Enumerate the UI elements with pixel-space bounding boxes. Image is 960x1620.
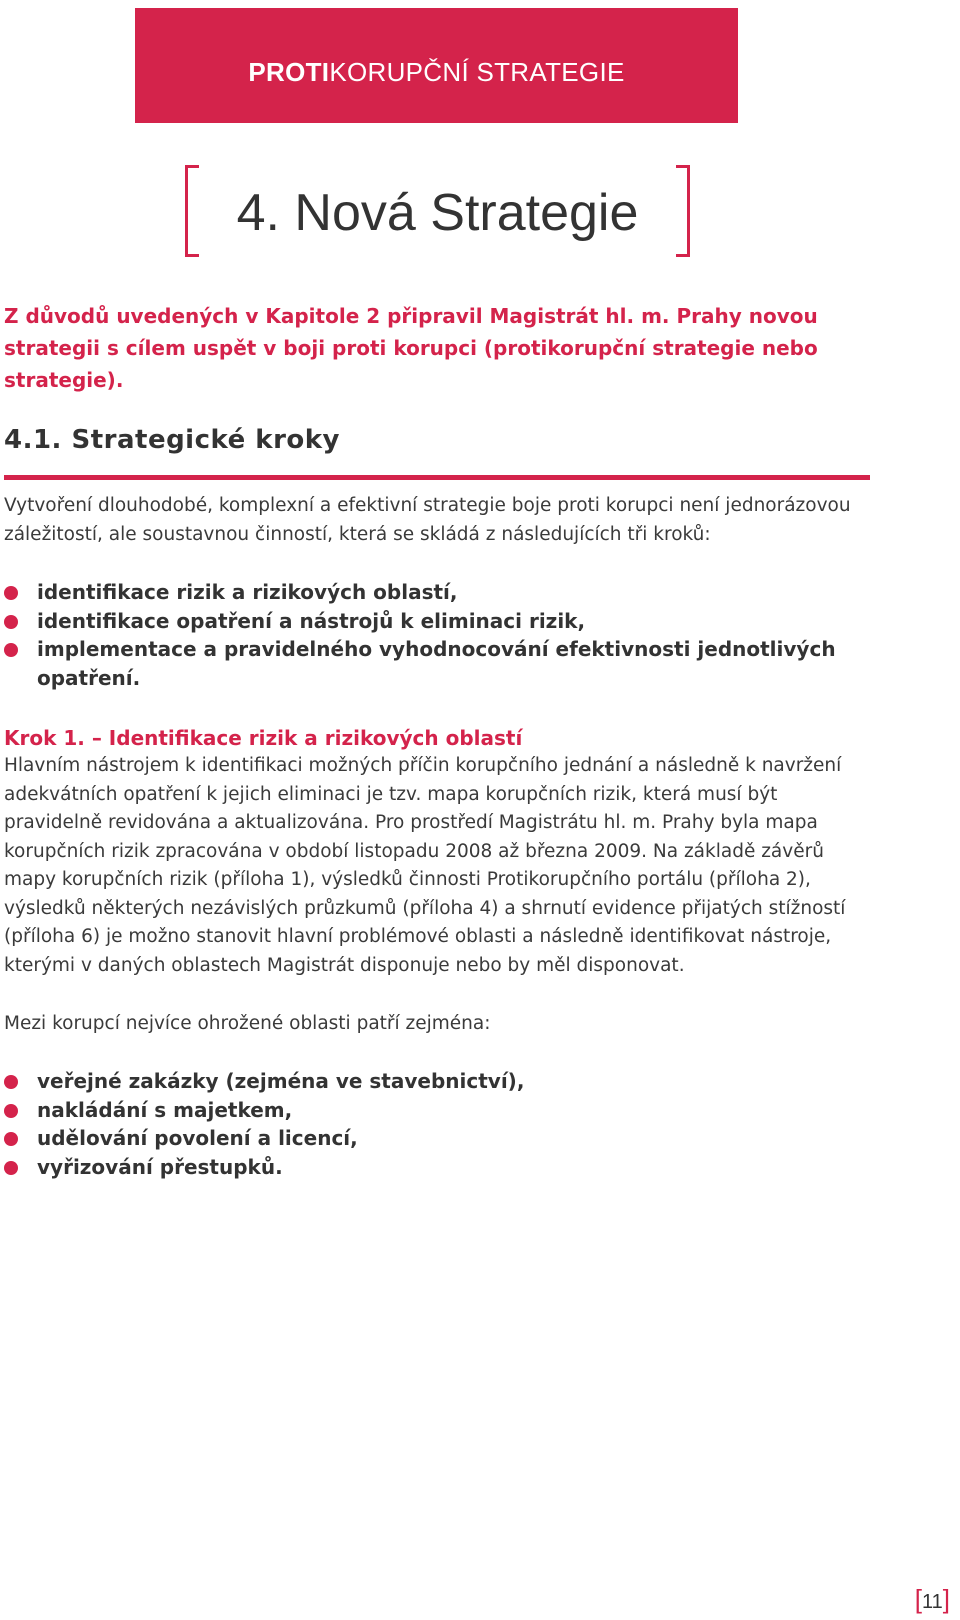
list-item: [4, 1067, 870, 1096]
bullet-icon: [4, 1161, 18, 1175]
intro-paragraph: Z důvodů uvedených v Kapitole 2 připravil Magistrát hl. m. Prahy novou strategii s cílem uspět v boji proti korupci (protikorupční strategie nebo strategie).: [4, 304, 818, 392]
risk-areas-list: [4, 1067, 870, 1181]
bullet-icon: [4, 586, 18, 600]
list-item-text: identifikace opatření a nástrojů k eliminaci rizik,: [37, 608, 586, 633]
bullet-icon: [4, 1104, 18, 1118]
list-item-text: vyřizování přestupků.: [37, 1154, 283, 1179]
bullet-icon: [4, 1132, 18, 1146]
list-item-text: veřejné zakázky (zejména ve stavebnictví),: [37, 1069, 525, 1093]
list-item: [4, 1153, 870, 1182]
list-item: [4, 635, 870, 692]
list-item-text: identifikace rizik a rizikových oblastí,: [37, 580, 458, 604]
section-heading: 4.1. Strategické kroky: [4, 425, 340, 455]
chapter-title: 4. Nová Strategie: [236, 184, 639, 242]
list-item: [4, 578, 870, 607]
bullet-icon: [4, 643, 18, 657]
page-number-bracket-close: ]: [942, 1584, 950, 1614]
bullet-icon: [4, 615, 18, 629]
list-item-text: nakládání s majetkem,: [37, 1097, 293, 1122]
list-item: [4, 607, 870, 636]
banner-title-rest: KORUPČNÍ STRATEGIE: [329, 57, 625, 87]
banner-title: [248, 57, 624, 88]
page-number-value: 11: [922, 1591, 943, 1613]
section-divider: [4, 475, 870, 480]
chapter-heading: [185, 165, 690, 257]
section-lead-paragraph: Vytvoření dlouhodobé, komplexní a efektivní strategie boje proti korupci není jednorázovou záležitostí, ale soustavnou činností, která se skládá z následujících tři kroků:: [4, 495, 851, 545]
list-item: [4, 1096, 870, 1125]
steps-list: [4, 578, 870, 692]
bullet-icon: [4, 1075, 18, 1089]
list-item-text: udělování povolení a licencí,: [37, 1126, 358, 1150]
header-banner: [135, 8, 738, 123]
list-item-text: implementace a pravidelného vyhodnocování efektivnosti jednotlivých opatření.: [37, 637, 836, 690]
right-bracket-decoration: [676, 165, 690, 257]
page-number: [915, 1584, 950, 1615]
risk-areas-lead: Mezi korupcí nejvíce ohrožené oblasti patří zejména:: [4, 1013, 491, 1034]
page-number-bracket-open: [: [914, 1584, 922, 1614]
banner-title-bold: PROTI: [248, 57, 330, 87]
list-item: [4, 1124, 870, 1153]
krok-1-body: Hlavním nástrojem k identifikaci možných příčin korupčního jednání a následně k navržení adekvátních opatření k jejich eliminaci je tzv. mapa korupčních rizik, která musí být pravidelně revidována a aktualizována. Pro prostředí Magistrátu hl. m. Prahy byla mapa korupčních rizik zpracována v období listopadu 2008 až března 2009. Na základě závěrů mapy korupčních rizik (příloha 1), výsledků činnosti Protikorupčního portálu (příloha 2), výsledků některých nezávislých průzkumů (příloha 4) a shrnutí evidence přijatých stížností (příloha 6) je možno stanovit hlavní problémové oblasti a následně identifikovat nástroje, kterými v daných oblastech Magistrát disponuje nebo by měl disponovat.: [4, 755, 846, 976]
krok-1-heading: Krok 1. – Identifikace rizik a rizikových oblastí: [4, 726, 523, 750]
